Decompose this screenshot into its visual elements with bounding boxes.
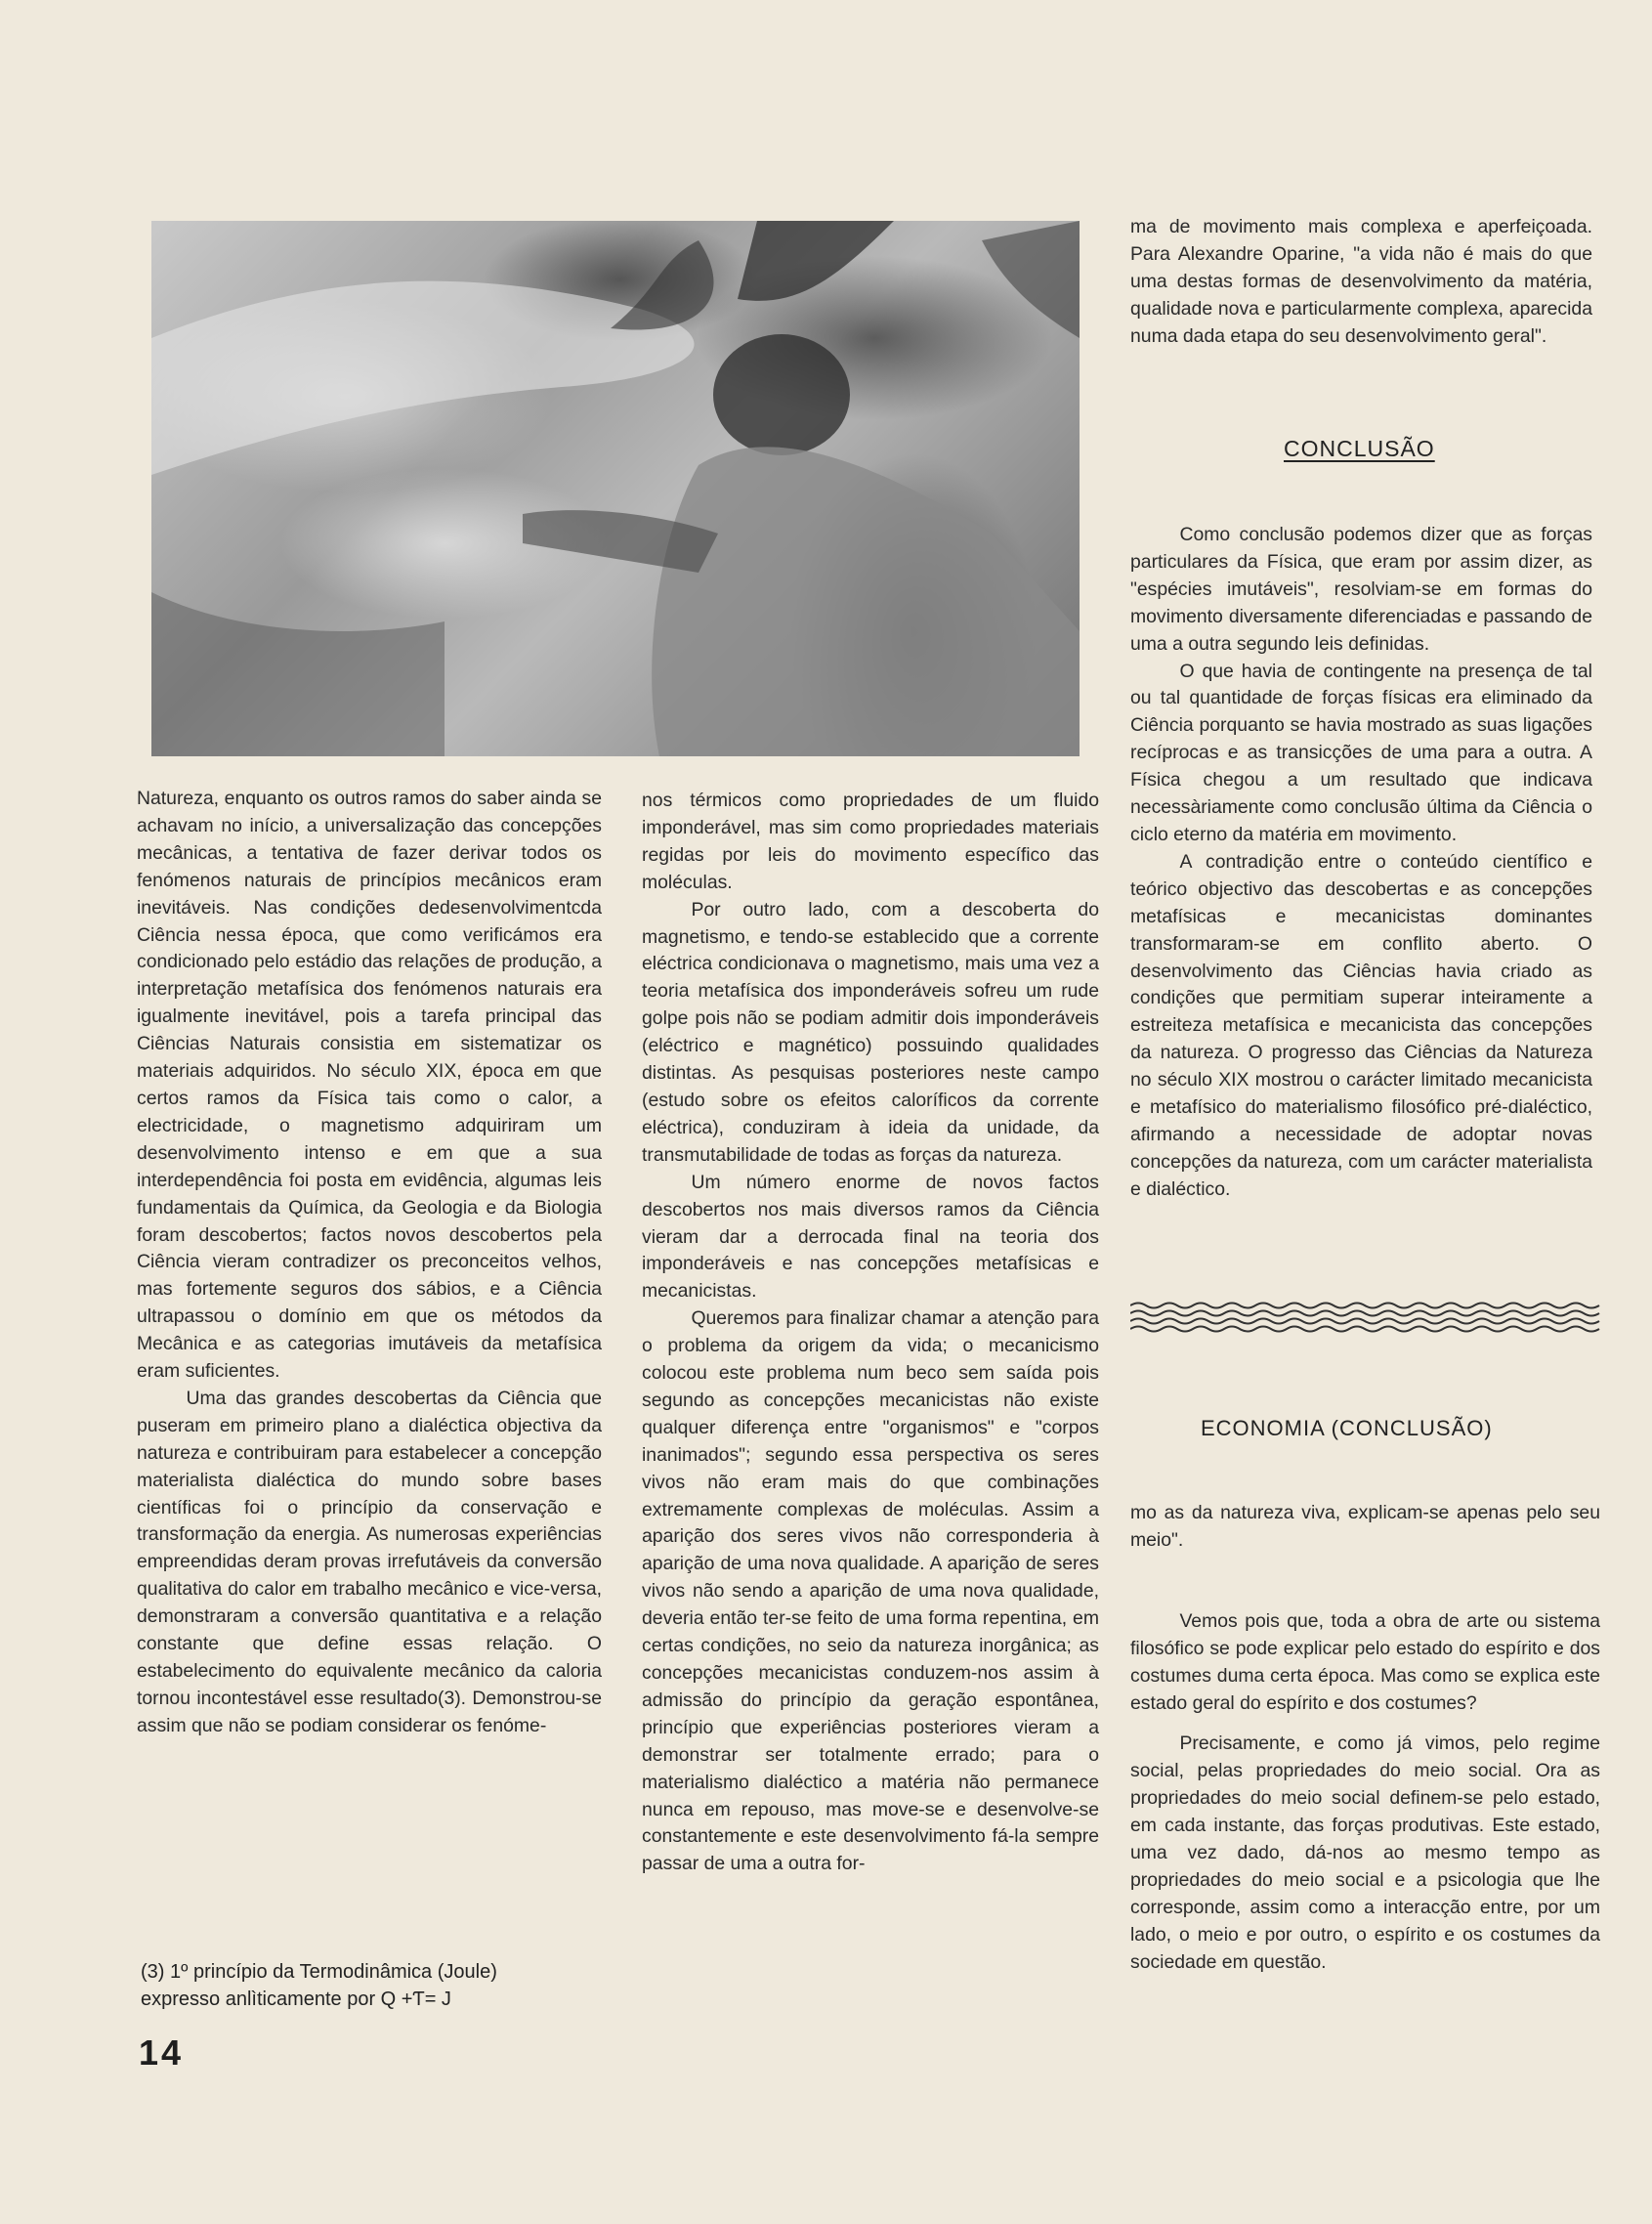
article-photo: [151, 221, 1080, 756]
paragraph: Precisamente, e como já vimos, pelo regime social, pelas propriedades do meio social. Ora as propriedades do meio social definem-se pelo estado, em cada instante, das forças produtivas. Este estado, uma vez dado, dá-nos ao mesmo tempo as propriedades do meio social e a psicologia que lhe corresponde, assim como a interacção entre, por um lado, o meio e por outro, o espírito e os costumes da sociedade em questão.: [1130, 1732, 1600, 1973]
paragraph: Vemos pois que, toda a obra de arte ou sistema filosófico se pode explicar pelo estado do espírito e dos costumes duma certa época. Mas como se explica este estado geral do espírito e dos costumes?: [1130, 1609, 1600, 1714]
section-heading-economia: ECONOMIA (CONCLUSÃO): [1201, 1416, 1493, 1440]
footnote-line: expresso anlìticamente por Q +Ƭ= J: [141, 1989, 451, 2010]
page-number: 14: [139, 2032, 185, 2073]
paragraph: ma de movimento mais complexa e aperfeiçoada. Para Alexandre Oparine, "a vida não é mais do que uma destas formas de desenvolvimento da matéria, qualidade nova e particularmente complexa, aparecida numa dada etapa do seu desenvolvimento geral".: [1130, 216, 1592, 347]
column-left: [137, 786, 602, 1740]
paragraph: O que havia de contingente na presença de tal ou tal quantidade de forças físicas era eliminado da Ciência porquanto se havia mostrado as suas ligações recíprocas e as transicções de uma para a outra. A Física chegou a um resultado que indicava necessàriamente como conclusão última da Ciência o ciclo eterno da matéria em movimento.: [1130, 660, 1592, 845]
paragraph: Uma das grandes descobertas da Ciência que puseram em primeiro plano a dialéctica objectiva da natureza e contribuiram para estabelecer a concepção materialista dialéctica do mundo sobre bases científicas foi o princípio da conservação e transformação da energia. As numerosas experiências empreendidas deram provas irrefutáveis da conversão qualitativa do calor em trabalho mecânico e vice-versa, demonstraram a conversão quantitativa e a relação constante que define essas relação. O estabelecimento do equivalente mecânico da caloria tornou incontestável esse resultado(3). Demonstrou-se assim que não se podiam considerar os fenóme-: [137, 1387, 602, 1736]
paragraph: nos térmicos como propriedades de um fluido imponderável, mas sim como propriedades materiais regidas por leis do movimento específico das moléculas.: [642, 790, 1099, 893]
wavy-divider: [1130, 1300, 1609, 1333]
footnote-line: (3) 1º princípio da Termodinâmica (Joule): [141, 1961, 497, 1983]
footnote: [141, 1958, 610, 2013]
paragraph: Queremos para finalizar chamar a atenção para o problema da origem da vida; o mecanicismo colocou este problema num beco sem saída pois segundo as concepções mecanicistas não existe qualquer diferença entre "organismos" e "corpos inanimados"; segundo essa perspectiva os seres vivos não eram mais do que combinações extremamente complexas de moléculas. Assim a aparição dos seres vivos não corresponderia à aparição de uma nova qualidade. A aparição de seres vivos não sendo a aparição de uma nova qualidade, deveria então ter-se feito de uma forma repentina, em certas condições, no seio da natureza inorgânica; as concepções mecanicistas conduzem-nos assim à admissão do princípio da geração espontânea, princípio que experiências posteriores vieram a demonstrar ser totalmente errado; para o materialismo dialéctico a matéria não permanece nunca em repouso, mas move-se e desenvolve-se constantemente e este desenvolvimento fá-la sempre passar de uma a outra for-: [642, 1307, 1099, 1875]
column-right-economia: [1130, 1500, 1600, 1977]
paragraph: A contradição entre o conteúdo científico e teórico objectivo das descobertas e as concepções metafísicas e mecanicistas dominantes transformaram-se em conflito aberto. O desenvolvimento das Ciências havia criado as condições que permitiam superar inteiramente a estreiteza metafísica e mecanicista das concepções da natureza. O progresso das Ciências da Natureza no século XIX mostrou o carácter limitado mecanicista e metafísico do materialismo filosófico pré-dialéctico, afirmando a necessidade de adoptar novas concepções da natureza, com um carácter materialista e dialéctico.: [1130, 850, 1592, 1200]
paragraph: Um número enorme de novos factos descobertos nos mais diversos ramos da Ciência vieram dar a derrocada final na teoria dos imponderáveis e nas concepções metafísicas e mecanicistas.: [642, 1171, 1099, 1303]
section-heading-conclusao: CONCLUSÃO: [1284, 436, 1435, 461]
column-right-top: [1130, 214, 1592, 351]
paragraph: Como conclusão podemos dizer que as forças particulares da Física, que eram por assim dizer, as "espécies imutáveis", resolviam-se em formas do movimento diversamente diferenciadas e passando de uma a outra segundo leis definidas.: [1130, 524, 1592, 655]
column-middle: [642, 788, 1099, 1878]
paragraph: Por outro lado, com a descoberta do magnetismo, e tendo-se establecido que a corrente eléctrica condicionava o magnetismo, mais uma vez a teoria metafísica dos imponderáveis sofreu um rude golpe pois não se podiam admitir dois imponderáveis (eléctrico e magnético) possuindo qualidades distintas. As pesquisas posteriores neste campo (estudo sobre os efeitos caloríficos da corrente eléctrica), conduziram à ideia da unidade, da transmutabilidade de todas as forças da natureza.: [642, 898, 1099, 1166]
paragraph: mo as da natureza viva, explicam-se apenas pelo seu meio".: [1130, 1502, 1600, 1551]
paragraph: Natureza, enquanto os outros ramos do saber ainda se achavam no início, a universalização das concepções mecânicas, a tentativa de fazer derivar todos os fenómenos naturais de princípios mecânicos eram inevitáveis. Nas condições dedesenvolvimentcda Ciência nessa época, que como verificámos era condicionado pelo estádio das relações de produção, a interpretação metafísica dos fenómenos naturais era igualmente inevitável, pois a tarefa principal das Ciências Naturais consistia em sistematizar os materiais adquiridos. No século XIX, época em que certos ramos da Física tais como o calor, a electricidade, o magnetismo adquiriram um desenvolvimento intenso e em que a sua interdependência foi posta em evidência, algumas leis fundamentais da Química, da Geologia e da Biologia foram descobertos; factos novos descobertos pela Ciência vieram contradizer os preconceitos velhos, mas fortemente seguros dos sábios, e a Ciência ultrapassou o domínio em que os métodos da Mecânica e as categorias imutáveis da metafísica eram suficientes.: [137, 788, 602, 1383]
photo-illustration: [151, 221, 1080, 756]
column-right-conclusion: [1130, 522, 1592, 1204]
